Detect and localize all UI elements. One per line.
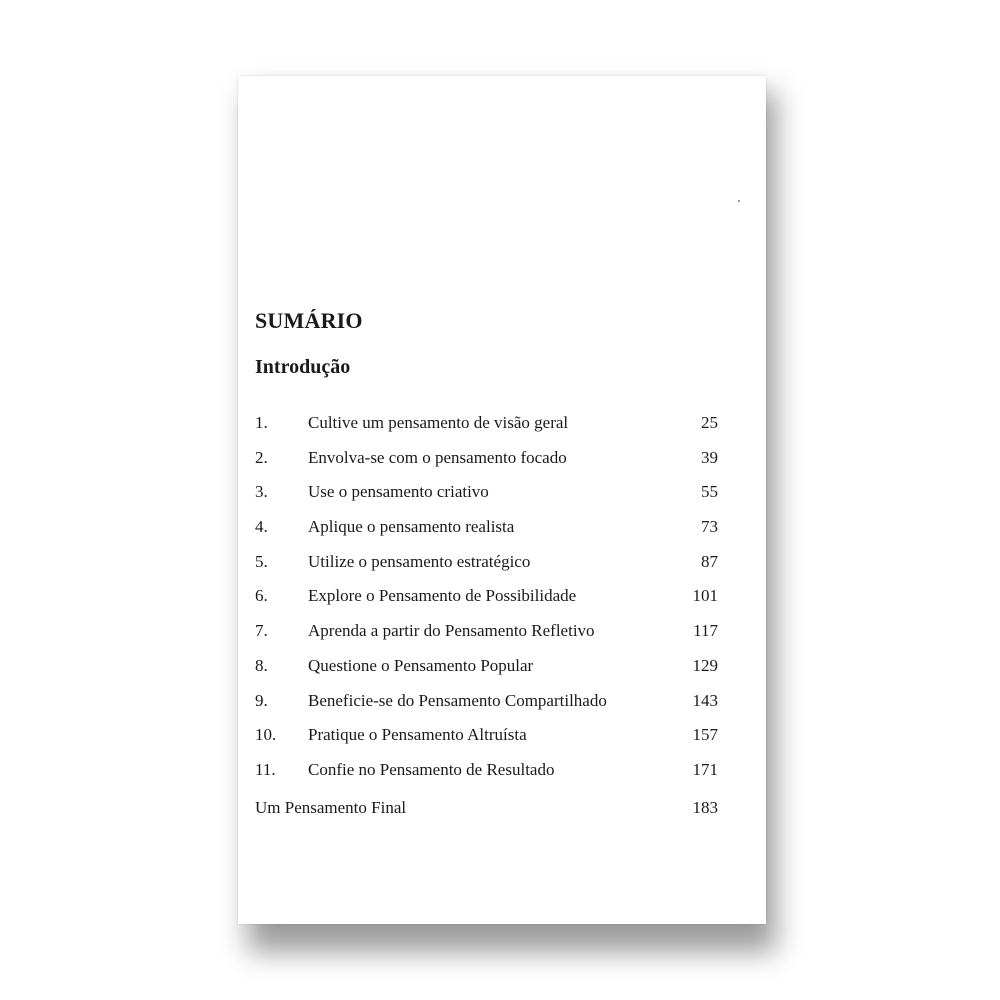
paper-speck: [738, 200, 740, 202]
toc-entry-number: 2.: [255, 447, 268, 467]
toc-entry: [255, 482, 718, 517]
toc-entry-page: 101: [692, 586, 718, 606]
toc-entry-page: 55: [701, 482, 718, 502]
toc-entry: [255, 760, 718, 795]
toc-entry-title: Confie no Pensamento de Resultado: [308, 759, 555, 779]
toc-entry-number: 7.: [255, 621, 268, 641]
toc-entry: [255, 586, 718, 621]
toc-entry: [255, 552, 718, 587]
toc-final-entry: [255, 798, 718, 822]
toc-entry-number: 8.: [255, 655, 268, 675]
toc-entry-title: Aplique o pensamento realista: [308, 517, 515, 537]
toc-entry-title: Pratique o Pensamento Altruísta: [308, 725, 527, 745]
toc-entry-number: 5.: [255, 551, 268, 571]
toc-entry-page: 39: [701, 447, 718, 467]
toc-entry-page: 157: [692, 725, 718, 745]
toc-entry-page: 25: [701, 413, 718, 432]
toc-entry-title: Use o pensamento criativo: [308, 482, 489, 502]
toc-entry-number: 4.: [255, 517, 268, 537]
toc-entry-title: Utilize o pensamento estratégico: [308, 551, 531, 571]
toc-entry-title: Beneficie-se do Pensamento Compartilhado: [308, 690, 607, 710]
toc-final-title: Um Pensamento Final: [255, 798, 407, 817]
toc-entry-page: 73: [701, 517, 718, 537]
toc-entry-page: 143: [692, 690, 718, 710]
toc-entry-page: 171: [692, 759, 718, 779]
toc-entry-title: Questione o Pensamento Popular: [308, 655, 534, 675]
toc-entry-number: 9.: [255, 690, 268, 710]
book-page: [238, 76, 766, 924]
toc-entry-title: Cultive um pensamento de visão geral: [308, 413, 569, 432]
toc-entry: [255, 413, 718, 448]
toc-entry-title: Envolva-se com o pensamento focado: [308, 447, 567, 467]
toc-list: [255, 413, 718, 795]
toc-entry-title: Aprenda a partir do Pensamento Refletivo: [308, 621, 595, 641]
toc-entry: [255, 656, 718, 691]
toc-entry-number: 6.: [255, 586, 268, 606]
toc-entry-number: 11.: [255, 759, 276, 779]
toc-entry: [255, 448, 718, 483]
introduction-heading: Introdução: [255, 356, 351, 378]
toc-entry-page: 129: [692, 655, 718, 675]
toc-entry-title: Explore o Pensamento de Possibilidade: [308, 586, 577, 606]
toc-entry-number: 3.: [255, 482, 268, 502]
toc-entry: [255, 517, 718, 552]
toc-title: SUMÁRIO: [255, 308, 363, 333]
toc-entry-number: 1.: [255, 413, 268, 432]
toc-entry: [255, 621, 718, 656]
toc-entry: [255, 691, 718, 726]
toc-entry-page: 87: [701, 551, 718, 571]
toc-entry-number: 10.: [255, 725, 277, 745]
toc-final-page: 183: [692, 798, 718, 817]
toc-entry-page: 117: [693, 621, 718, 641]
toc-entry: [255, 725, 718, 760]
